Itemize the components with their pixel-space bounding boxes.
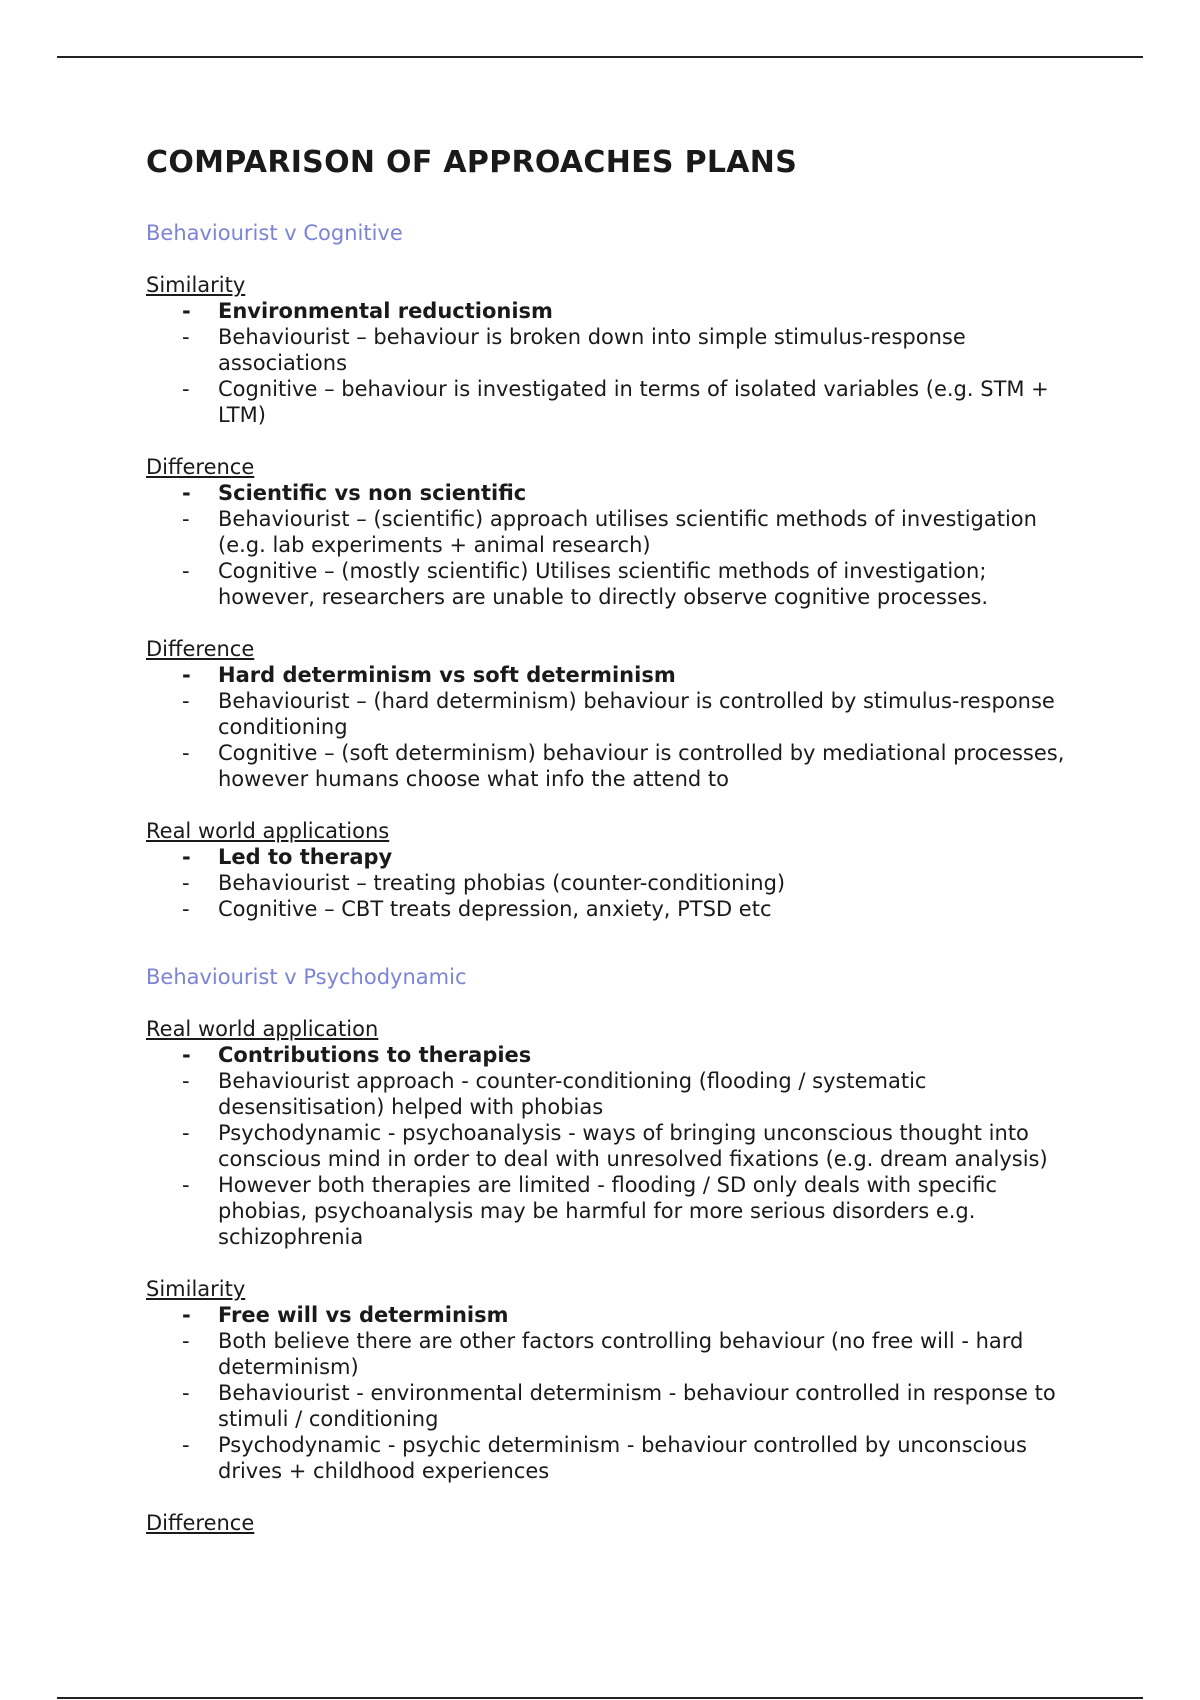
- bullet-heading: - Contributions to therapies: [146, 1042, 1076, 1068]
- bullet-point: - Psychodynamic - psychoanalysis - ways of bringing unconscious thought into conscious mind in order to deal with unresolved fixations (e.g. dream analysis): [146, 1120, 1076, 1172]
- bullet-point: - Cognitive – (soft determinism) behaviour is controlled by mediational processes, however humans choose what info the attend to: [146, 740, 1076, 792]
- bullet-list: [146, 662, 1076, 792]
- group-label: Similarity: [146, 273, 246, 297]
- bullet-point: - Behaviourist – (scientific) approach utilises scientific methods of investigation (e.g. lab experiments + animal research): [146, 506, 1076, 558]
- bullet-list: [146, 1302, 1076, 1484]
- bullet-list: [146, 298, 1076, 428]
- bullet-heading: - Environmental reductionism: [146, 298, 1076, 324]
- bullet-point: - Behaviourist approach - counter-conditioning (flooding / systematic desensitisation) helped with phobias: [146, 1068, 1076, 1120]
- bullet-heading: - Scientific vs non scientific: [146, 480, 1076, 506]
- bullet-point: - Behaviourist – behaviour is broken down into simple stimulus-response associations: [146, 324, 1076, 376]
- bullet-point: - Cognitive – behaviour is investigated in terms of isolated variables (e.g. STM + LTM): [146, 376, 1076, 428]
- bullet-list: [146, 844, 1076, 922]
- group-label: Difference: [146, 637, 255, 661]
- bullet-list: [146, 1042, 1076, 1250]
- group-label: Difference: [146, 455, 255, 479]
- sections-container: [146, 220, 1076, 1536]
- bullet-point: - Behaviourist – treating phobias (counter-conditioning): [146, 870, 1076, 896]
- bullet-point: - Both believe there are other factors controlling behaviour (no free will - hard determinism): [146, 1328, 1076, 1380]
- bullet-point: - Behaviourist – (hard determinism) behaviour is controlled by stimulus-response conditioning: [146, 688, 1076, 740]
- point-group: [146, 1276, 1076, 1484]
- document-body: [146, 140, 1076, 1536]
- group-label: Similarity: [146, 1277, 246, 1301]
- point-group: [146, 818, 1076, 922]
- bullet-point: - Psychodynamic - psychic determinism - behaviour controlled by unconscious drives + childhood experiences: [146, 1432, 1076, 1484]
- point-group: [146, 1510, 1076, 1536]
- footer-rule: [57, 1697, 1143, 1699]
- point-group: [146, 454, 1076, 610]
- section-title: Behaviourist v Cognitive: [146, 221, 403, 245]
- header-rule: [57, 56, 1143, 58]
- bullet-point: - However both therapies are limited - flooding / SD only deals with specific phobias, psychoanalysis may be harmful for more serious disorders e.g. schizophrenia: [146, 1172, 1076, 1250]
- group-label: Real world applications: [146, 819, 390, 843]
- point-group: [146, 1016, 1076, 1250]
- point-group: [146, 636, 1076, 792]
- section-title: Behaviourist v Psychodynamic: [146, 965, 467, 989]
- page-title: COMPARISON OF APPROACHES PLANS: [146, 145, 798, 180]
- bullet-list: [146, 480, 1076, 610]
- point-group: [146, 272, 1076, 428]
- bullet-heading: - Hard determinism vs soft determinism: [146, 662, 1076, 688]
- bullet-point: - Behaviourist - environmental determinism - behaviour controlled in response to stimuli / conditioning: [146, 1380, 1076, 1432]
- bullet-point: - Cognitive – (mostly scientific) Utilises scientific methods of investigation; however, researchers are unable to directly observe cognitive processes.: [146, 558, 1076, 610]
- group-label: Real world application: [146, 1017, 379, 1041]
- bullet-heading: - Led to therapy: [146, 844, 1076, 870]
- bullet-point: - Cognitive – CBT treats depression, anxiety, PTSD etc: [146, 896, 1076, 922]
- group-label: Difference: [146, 1511, 255, 1535]
- bullet-heading: - Free will vs determinism: [146, 1302, 1076, 1328]
